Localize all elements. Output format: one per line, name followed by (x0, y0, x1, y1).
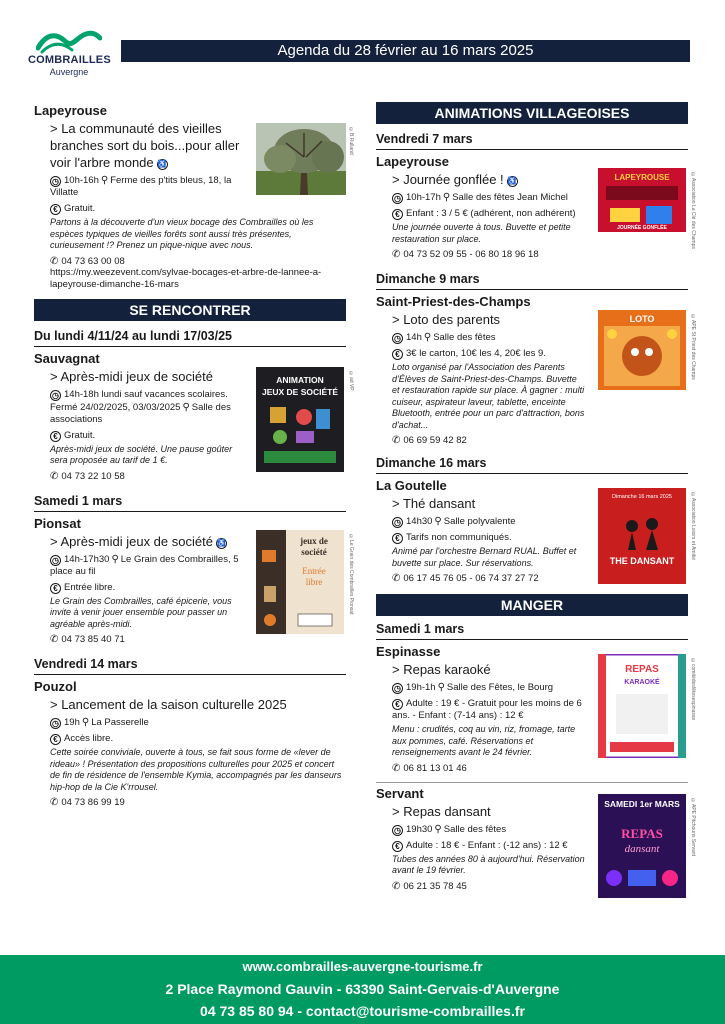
town-name: La Goutelle (376, 478, 447, 493)
photo-credit: ©B.Rulland (348, 127, 354, 155)
photo-credit: ©Association La Clé des Champs (690, 172, 696, 249)
event-price (376, 698, 586, 722)
clock-icon: ◷ (392, 193, 403, 204)
clock-icon: ◷ (50, 390, 61, 401)
event-price (34, 203, 244, 215)
event-phone-number: 06 21 35 78 45 (403, 880, 467, 892)
clock-icon: ◷ (50, 718, 61, 729)
clock-icon: ◷ (392, 683, 403, 694)
location-pin-icon: ⚲ (111, 553, 119, 565)
svg-text:Dimanche 16 mars 2025: Dimanche 16 mars 2025 (612, 494, 672, 500)
svg-text:THE DANSANT: THE DANSANT (609, 556, 675, 566)
accessibility-icon: ♿ (507, 178, 517, 185)
location-pin-icon: ⚲ (423, 332, 432, 343)
event-price-text: Adulte : 18 € - Enfant : (-12 ans) : 12 € (406, 839, 568, 851)
town-name: Servant (376, 785, 424, 801)
clock-icon: ◷ (50, 176, 61, 187)
section-animations-villageoises: ANIMATIONS VILLAGEOISES (376, 102, 688, 124)
town-name: Saint-Priest-des-Champs (376, 294, 531, 309)
event-place: Salle des fêtes (443, 823, 507, 835)
event-phone (34, 634, 244, 645)
svg-text:libre: libre (305, 576, 323, 587)
event-time: 14h30 (406, 516, 433, 527)
event-lapeyrouse-gonflee (376, 154, 696, 260)
event-time-place (376, 516, 586, 528)
poster-repas-dansant (598, 794, 686, 898)
event-lapeyrouse-arbre (34, 103, 354, 291)
event-price-text: Enfant : 3 / 5 € (adhérent, non adhérent) (406, 208, 576, 219)
event-price (376, 348, 586, 360)
svg-text:REPAS: REPAS (621, 825, 663, 841)
poster-grain-combrailles (256, 530, 344, 634)
event-poster-jeux (256, 367, 344, 472)
event-title (34, 120, 244, 171)
event-title: > Thé dansant (392, 496, 476, 511)
event-pionsat (34, 515, 354, 646)
event-price-text: Accès libre. (64, 733, 114, 744)
event-description: Loto organisé par l'Association des Parents d'Élèves de Saint-Priest-des-Champs. Buvette et restauration rapide sur place. À gagner : multi cuiseur, aspirateur laveur, tablette, enceinte Bluetooth, entrée pour un parc d'attraction, bons d'achat... (392, 362, 585, 430)
event-time-place (34, 554, 244, 578)
event-place: Salle polyvalente (443, 516, 516, 527)
svg-text:JOURNÉE GONFLÉE: JOURNÉE GONFLÉE (617, 225, 667, 231)
location-pin-icon: ⚲ (437, 682, 445, 693)
event-place: Le Grain des Combrailles, 5 place au fil (50, 553, 239, 577)
phone-icon: ✆ (50, 470, 59, 482)
clock-icon: ◷ (392, 333, 403, 344)
event-phone-number: 06 81 13 01 46 (403, 762, 467, 774)
event-phone (34, 256, 346, 267)
left-column (34, 100, 354, 808)
event-title (376, 171, 586, 188)
location-pin-icon: ⚲ (434, 823, 442, 835)
event-closed-dates: Fermé 24/02/2025, 03/03/2025 (50, 401, 181, 413)
photo-credit: ©Le Grain des Combrailles Pionsat (348, 533, 354, 614)
poster-journee-gonflee (598, 168, 686, 232)
event-price (376, 208, 586, 220)
event-price (34, 733, 346, 745)
event-time-place (376, 192, 586, 204)
location-pin-icon: ⚲ (81, 717, 90, 728)
event-title: > Repas dansant (392, 803, 491, 819)
date-heading: Dimanche 16 mars (376, 456, 688, 474)
event-description: Tubes des années 80 à aujourd'hui. Réservation avant le 19 février. (392, 853, 585, 875)
event-time-place (376, 332, 586, 344)
logo-mark-icon (36, 26, 102, 54)
town-name: Pionsat (34, 515, 81, 531)
date-heading: Samedi 1 mars (376, 622, 688, 640)
event-saint-priest (376, 294, 696, 446)
town-name: Sauvagnat (34, 350, 100, 366)
svg-text:Entrée: Entrée (302, 565, 326, 576)
event-time-place (376, 824, 586, 836)
event-price-text: Tarifs non communiqués. (406, 532, 512, 543)
event-description: Animé par l'orchestre Bernard RUAL. Buffet et buvette sur place. Sur réservations. (392, 546, 577, 568)
clock-icon: ◷ (392, 517, 403, 528)
date-heading: Samedi 1 mars (34, 494, 346, 512)
event-time: 19h (64, 717, 80, 728)
event-servant (376, 785, 696, 892)
footer (0, 955, 725, 1024)
photo-credit: ©ad VP (348, 370, 354, 391)
event-description: Menu : crudités, coq au vin, riz, fromage, tarte aux pommes, café. Réservations et renseignements avant le 24 février. (392, 724, 576, 757)
event-sauvagnat (34, 350, 354, 482)
phone-icon: ✆ (50, 634, 59, 645)
event-poster-gonflee (598, 168, 686, 232)
svg-text:jeux de: jeux de (300, 535, 328, 546)
event-phone (376, 881, 586, 892)
photo-credit: ©APE St Priest des Champs (690, 314, 696, 380)
event-time: 19h30 (406, 823, 433, 835)
euro-icon: € (50, 204, 61, 215)
event-price (376, 840, 586, 852)
event-title: > Repas karaoké (392, 662, 491, 677)
date-heading: Vendredi 7 mars (376, 132, 688, 150)
agenda-title: Agenda du 28 février au 16 mars 2025 (121, 40, 690, 62)
footer-website[interactable]: www.combrailles-auvergne-tourisme.fr (242, 959, 483, 974)
event-place-text: Salle des associations (50, 401, 231, 425)
phone-icon: ✆ (50, 255, 59, 267)
event-description: Une journée ouverte à tous. Buvette et petite restauration sur place. (392, 222, 571, 244)
photo-credit: ©Association Loisirs et Amitié (690, 492, 696, 560)
event-description: Partons à la découverte d'un vieux bocage des Combrailles où les espèces typiques de vieilles forêts sont aussi très présentes, curieusement !? Prenez un pique-nique avec nous. (50, 217, 314, 250)
date-heading: Vendredi 14 mars (34, 657, 346, 675)
location-pin-icon: ⚲ (182, 401, 190, 413)
event-poster-loto (598, 310, 686, 414)
event-phone (376, 435, 586, 446)
event-time: 19h-1h (406, 682, 436, 693)
phone-icon: ✆ (392, 762, 401, 774)
event-phone (376, 763, 586, 774)
event-poster-repas-dansant (598, 794, 686, 898)
event-place (34, 402, 244, 426)
location-pin-icon: ⚲ (434, 516, 442, 527)
clock-icon: ◷ (50, 555, 61, 566)
event-time: 14h-17h30 (64, 553, 110, 565)
event-time-place (376, 682, 586, 694)
event-price-text: Entrée libre. (64, 581, 116, 593)
event-phone (376, 573, 586, 584)
event-title-text: > Journée gonflée ! (392, 172, 504, 187)
event-phone (376, 249, 586, 260)
event-photo-trees (256, 123, 346, 195)
event-time (34, 389, 244, 401)
euro-icon: € (392, 209, 403, 220)
svg-text:dansant: dansant (624, 842, 660, 855)
event-description: Cette soirée conviviale, ouverte à tous, se fait sous forme de «lever de rideau» ! Présentation des propositions culturelles pour 2025 et concert de fin de résidence de l'ensemble Kymia, accompagnés par les danseurs hip-hop de la Cie K'rrousel. (50, 747, 342, 792)
phone-icon: ✆ (392, 880, 401, 892)
event-espinasse (376, 644, 696, 774)
town-name: Pouzol (34, 679, 77, 694)
poster-jeux-societe (256, 367, 344, 472)
event-poster-grain (256, 530, 344, 634)
event-time-text: 14h-18h lundi sauf vacances scolaires. (64, 388, 228, 400)
event-price-text: Adulte : 19 € - Gratuit pour les moins de 6 ans. - Enfant : (7-14 ans) : 12 € (392, 698, 582, 721)
phone-icon: ✆ (392, 573, 401, 584)
event-time-place (34, 717, 346, 729)
right-column (376, 102, 696, 892)
phone-icon: ✆ (392, 249, 401, 260)
svg-text:JEUX DE SOCIÉTÉ: JEUX DE SOCIÉTÉ (261, 386, 339, 397)
footer-address: 2 Place Raymond Gauvin - 63390 Saint-Gervais-d'Auvergne (165, 981, 560, 997)
phone-icon: ✆ (50, 797, 59, 808)
event-poster-karaoke (598, 654, 686, 758)
date-heading: Dimanche 9 mars (376, 272, 688, 290)
divider (376, 782, 688, 783)
event-description: Le Grain des Combrailles, café épicerie, vous invite à venir jouer ensemble pour passer un agréable après-midi. (50, 595, 232, 629)
event-phone-number: 04 73 86 99 19 (61, 797, 125, 808)
euro-icon: € (50, 583, 61, 594)
euro-icon: € (50, 431, 61, 442)
event-phone-number: 04 73 52 09 55 - 06 80 18 96 18 (403, 249, 539, 260)
clock-icon: ◷ (392, 825, 403, 836)
euro-icon: € (392, 349, 403, 360)
svg-text:KARAOKÉ: KARAOKÉ (624, 679, 660, 686)
event-phone-number: 04 73 85 40 71 (61, 634, 125, 645)
event-phone (34, 797, 346, 808)
event-description: Après-midi jeux de société. Une pause goûter sera proposée au tarif de 1 €. (50, 443, 233, 465)
event-place: La Passerelle (91, 717, 149, 728)
event-price (376, 532, 586, 544)
phone-icon: ✆ (392, 435, 401, 446)
euro-icon: € (392, 699, 403, 710)
event-title-text: > La communauté des vieilles branches sort du bois...pour aller voir l'arbre monde (50, 121, 240, 170)
event-time: 10h-17h (406, 192, 441, 203)
event-price (34, 430, 244, 442)
svg-text:SAMEDI 1er MARS: SAMEDI 1er MARS (604, 798, 680, 809)
location-pin-icon: ⚲ (100, 175, 109, 186)
event-phone-number: 06 69 59 42 82 (403, 435, 467, 446)
euro-icon: € (50, 734, 61, 745)
photo-credit: ©APE Pitchouns Servant (690, 797, 696, 856)
event-time-place (34, 175, 244, 199)
date-heading: Du lundi 4/11/24 au lundi 17/03/25 (34, 329, 346, 347)
event-title: > Lancement de la saison culturelle 2025 (50, 697, 287, 712)
section-manger: MANGER (376, 594, 688, 616)
event-title: > Loto des parents (392, 312, 501, 327)
combrailles-logo (28, 24, 110, 84)
event-price-text: Gratuit. (64, 203, 96, 214)
svg-text:ANIMATION: ANIMATION (276, 374, 324, 385)
svg-text:LOTO: LOTO (629, 314, 655, 324)
logo-region: Auvergne (49, 67, 89, 77)
euro-icon: € (392, 841, 403, 852)
event-title: > Après-midi jeux de société (50, 368, 213, 384)
event-place: Salle des Fêtes, le Bourg (446, 682, 554, 693)
trees-photo (256, 123, 346, 195)
event-phone (34, 471, 244, 482)
accessibility-icon: ♿ (217, 539, 226, 547)
poster-loto-parents (598, 310, 686, 414)
svg-text:LAPEYROUSE: LAPEYROUSE (614, 173, 670, 182)
section-se-rencontrer: SE RENCONTRER (34, 299, 346, 321)
event-place: Ferme des p'tits bleus, 18, la Villatte (50, 175, 232, 198)
event-pouzol (34, 679, 346, 808)
town-name: Lapeyrouse (376, 154, 449, 169)
accessibility-icon: ♿ (157, 161, 167, 168)
event-la-goutelle (376, 478, 696, 584)
logo-brand: COMBRAILLES (28, 54, 111, 66)
event-place: Salle des fêtes Jean Michel (452, 192, 568, 203)
event-time: 14h (406, 332, 422, 343)
event-poster-the-dansant (598, 488, 686, 584)
event-phone-number: 06 17 45 76 05 - 06 74 37 27 72 (403, 573, 539, 584)
event-link[interactable]: https://my.weezevent.com/sylvae-bocages-et-arbre-de-lannee-a-lapeyrouse-dimanche-16-mars (50, 266, 322, 290)
svg-text:société: société (301, 546, 327, 557)
event-phone-number: 04 73 63 00 08 (61, 255, 125, 267)
event-price-text: Gratuit. (64, 429, 96, 441)
town-name: Espinasse (376, 644, 441, 659)
svg-text:REPAS: REPAS (625, 664, 659, 675)
location-pin-icon: ⚲ (442, 192, 451, 203)
euro-icon: € (392, 533, 403, 544)
event-time: 10h-16h (64, 175, 99, 186)
footer-contact[interactable]: 04 73 85 80 94 - contact@tourisme-combrailles.fr (200, 1003, 525, 1019)
event-title (34, 533, 244, 550)
event-place: Salle des fêtes (433, 332, 496, 343)
town-name: Lapeyrouse (34, 103, 107, 118)
event-price (34, 582, 244, 594)
event-price-text: 3€ le carton, 10€ les 4, 20€ les 9. (406, 348, 546, 359)
photo-credit: ©comitédesfêtesespinasse (690, 658, 696, 721)
poster-repas-karaoke (598, 654, 686, 758)
poster-the-dansant (598, 488, 686, 584)
event-title-text: > Après-midi jeux de société (50, 533, 213, 549)
event-phone-number: 04 73 22 10 58 (61, 470, 125, 482)
